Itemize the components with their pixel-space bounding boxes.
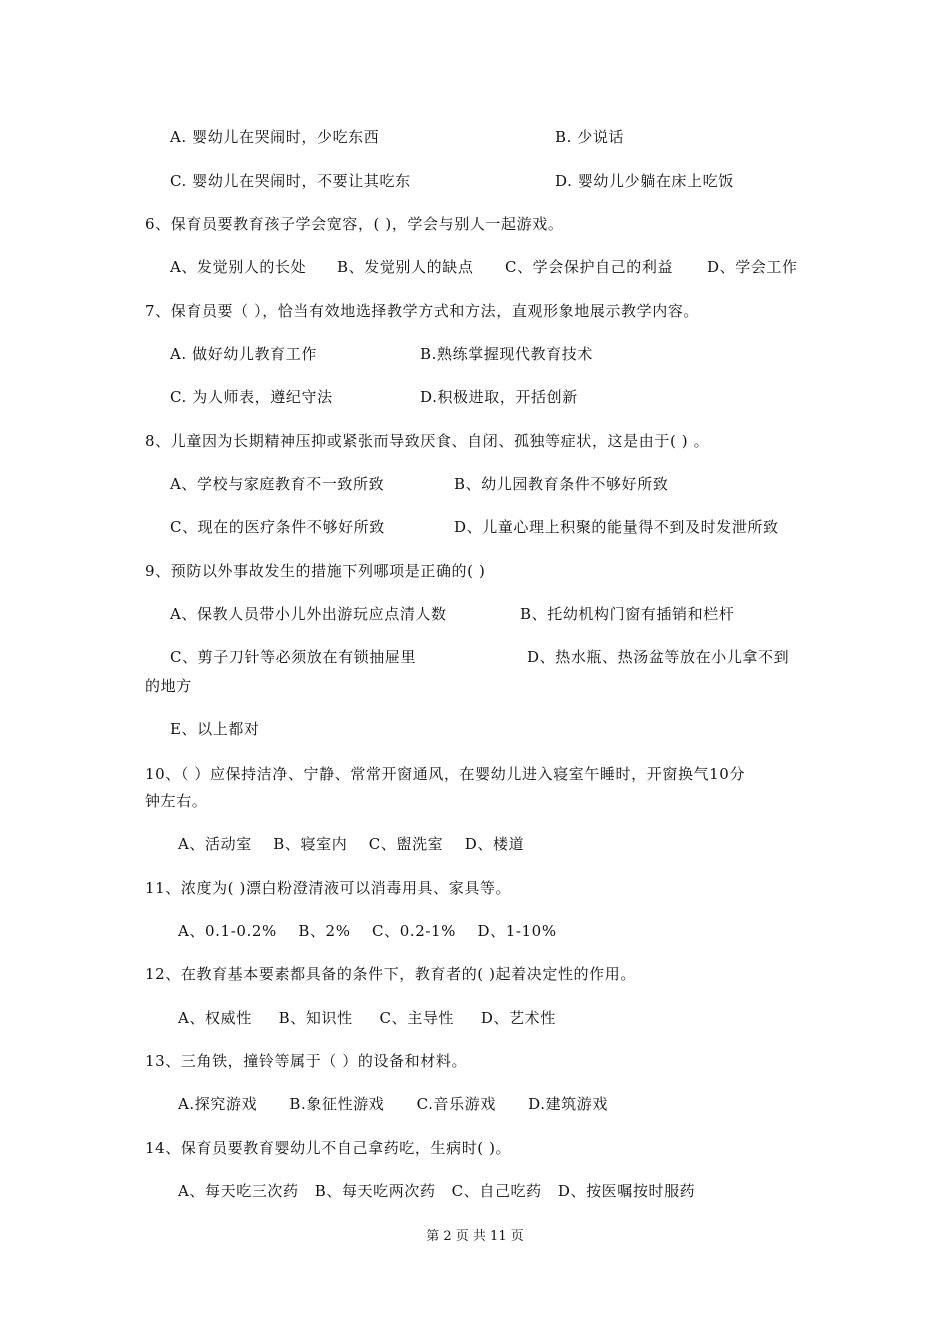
prev-option-a: A. 婴幼儿在哭闹时，少吃东西 <box>170 128 380 146</box>
question-9-option-a: A、保教人员带小儿外出游玩应点清人数 <box>170 605 447 623</box>
question-9-option-b: B、托幼机构门窗有插销和栏杆 <box>520 605 735 623</box>
question-11-stem: 11、浓度为( )漂白粉澄清液可以消毒用具、家具等。 <box>145 879 512 897</box>
question-6-option-c: C、学会保护自己的利益 <box>505 258 674 276</box>
question-10-options: A、活动室 B、寝室内 C、盥洗室 D、楼道 <box>178 835 525 853</box>
question-9-option-c: C、剪子刀针等必须放在有锁抽屉里 <box>170 648 417 666</box>
page-number: 第 2 页 共 11 页 <box>426 1229 524 1244</box>
question-9-option-d-wrap: 的地方 <box>145 677 192 695</box>
question-8-option-c: C、现在的医疗条件不够好所致 <box>170 518 385 536</box>
question-7-option-c: C. 为人师表，遵纪守法 <box>170 388 333 406</box>
question-7-option-b: B.熟练掌握现代教育技术 <box>420 345 593 363</box>
question-12-stem: 12、在教育基本要素都具备的条件下，教育者的( )起着决定性的作用。 <box>145 965 636 983</box>
question-14-options: A、每天吃三次药 B、每天吃两次药 C、自己吃药 D、按医嘱按时服药 <box>178 1182 696 1200</box>
question-14-stem: 14、保育员要教育婴幼儿不自己拿药吃，生病时( )。 <box>145 1139 512 1157</box>
question-9-stem: 9、预防以外事故发生的措施下列哪项是正确的( ) <box>145 562 486 580</box>
question-13-stem: 13、三角铁，撞铃等属于（ ）的设备和材料。 <box>145 1052 468 1070</box>
question-10-stem: 10、（ ）应保持洁净、宁静、常常开窗通风，在婴幼儿进入寝室午睡时，开窗换气10分 <box>145 765 746 783</box>
question-8-option-d: D、儿童心理上积聚的能量得不到及时发泄所致 <box>454 518 779 536</box>
question-6-option-b: B、发觉别人的缺点 <box>337 258 474 276</box>
question-9-option-d: D、热水瓶、热汤盆等放在小儿拿不到 <box>527 648 790 666</box>
question-12-options: A、权威性 B、知识性 C、主导性 D、艺术性 <box>178 1009 556 1027</box>
question-9-option-e: E、以上都对 <box>170 720 260 738</box>
prev-option-c: C. 婴幼儿在哭闹时，不要让其吃东 <box>170 172 411 190</box>
question-10-stem-wrap: 钟左右。 <box>145 792 208 810</box>
question-8-option-b: B、幼儿园教育条件不够好所致 <box>454 475 669 493</box>
question-7-stem: 7、保育员要（ ），恰当有效地选择教学方式和方法，直观形象地展示教学内容。 <box>145 302 700 320</box>
question-13-options: A.探究游戏 B.象征性游戏 C.音乐游戏 D.建筑游戏 <box>178 1095 608 1113</box>
question-6-stem: 6、保育员要教育孩子学会宽容，( )，学会与别人一起游戏。 <box>145 215 564 233</box>
question-7-option-d: D.积极进取，开括创新 <box>420 388 578 406</box>
prev-option-d: D. 婴幼儿少躺在床上吃饭 <box>555 172 734 190</box>
question-7-option-a: A. 做好幼儿教育工作 <box>170 345 317 363</box>
prev-option-b: B. 少说话 <box>555 128 625 146</box>
question-11-options: A、0.1-0.2% B、2% C、0.2-1% D、1-10% <box>178 922 557 940</box>
question-8-stem: 8、儿童因为长期精神压抑或紧张而导致厌食、自闭、孤独等症状，这是由于( ) 。 <box>145 432 710 450</box>
question-8-option-a: A、学校与家庭教育不一致所致 <box>170 475 385 493</box>
question-6-option-d: D、学会工作 <box>707 258 798 276</box>
question-6-option-a: A、发觉别人的长处 <box>170 258 307 276</box>
